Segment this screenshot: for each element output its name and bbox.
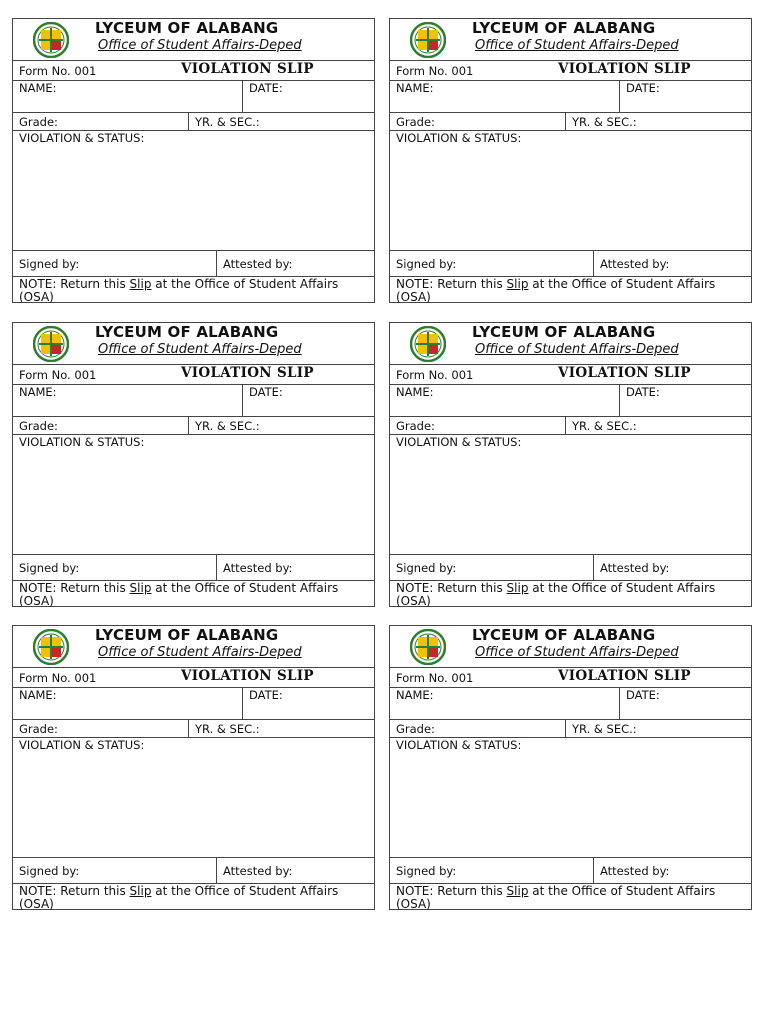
note-row bbox=[390, 581, 751, 608]
signature-row bbox=[13, 858, 374, 884]
school-name: LYCEUM OF ALABANG bbox=[95, 323, 279, 341]
yr-sec-label: YR. & SEC.: bbox=[195, 722, 260, 736]
signature-row bbox=[13, 251, 374, 277]
school-seal-icon bbox=[33, 22, 69, 58]
note-text bbox=[396, 278, 741, 304]
divider bbox=[565, 113, 566, 130]
note-slip-word: Slip bbox=[506, 581, 529, 595]
school-seal-icon bbox=[410, 629, 446, 665]
violation-slip bbox=[389, 322, 752, 607]
school-name: LYCEUM OF ALABANG bbox=[472, 323, 656, 341]
signed-label: Signed by: bbox=[19, 257, 80, 271]
form-row bbox=[13, 60, 374, 81]
signed-label: Signed by: bbox=[19, 561, 80, 575]
grade-row bbox=[390, 417, 751, 435]
violation-label: VIOLATION & STATUS: bbox=[396, 131, 522, 145]
divider bbox=[242, 81, 243, 112]
form-number: Form No. 001 bbox=[19, 368, 97, 382]
signed-label: Signed by: bbox=[396, 257, 457, 271]
note-suffix: at the Office of Student Affairs (OSA) bbox=[396, 277, 716, 304]
form-row bbox=[390, 667, 751, 688]
note-row bbox=[390, 277, 751, 304]
yr-sec-label: YR. & SEC.: bbox=[572, 722, 637, 736]
name-date-row bbox=[13, 385, 374, 417]
grade-label: Grade: bbox=[396, 419, 435, 433]
violation-slip bbox=[389, 18, 752, 303]
note-text bbox=[19, 582, 364, 608]
note-suffix: at the Office of Student Affairs (OSA) bbox=[19, 277, 339, 304]
school-name: LYCEUM OF ALABANG bbox=[472, 626, 656, 644]
form-number: Form No. 001 bbox=[396, 64, 474, 78]
note-text bbox=[396, 582, 741, 608]
signature-row bbox=[390, 251, 751, 277]
signed-label: Signed by: bbox=[19, 864, 80, 878]
note-prefix: NOTE: Return this bbox=[396, 884, 507, 898]
slip-header bbox=[13, 19, 374, 61]
office-name: Office of Student Affairs-Deped bbox=[475, 38, 679, 53]
form-number: Form No. 001 bbox=[396, 671, 474, 685]
note-suffix: at the Office of Student Affairs (OSA) bbox=[19, 884, 339, 911]
divider bbox=[216, 555, 217, 580]
divider bbox=[565, 720, 566, 737]
note-suffix: at the Office of Student Affairs (OSA) bbox=[396, 884, 716, 911]
attested-label: Attested by: bbox=[223, 864, 293, 878]
grade-label: Grade: bbox=[19, 419, 58, 433]
slip-title: VIOLATION SLIP bbox=[181, 365, 314, 381]
school-seal-icon bbox=[410, 22, 446, 58]
signature-row bbox=[390, 858, 751, 884]
violation-row bbox=[13, 131, 374, 251]
date-label: DATE: bbox=[249, 81, 283, 95]
note-slip-word: Slip bbox=[506, 884, 529, 898]
name-date-row bbox=[390, 81, 751, 113]
violation-label: VIOLATION & STATUS: bbox=[396, 435, 522, 449]
divider bbox=[593, 251, 594, 276]
yr-sec-label: YR. & SEC.: bbox=[572, 115, 637, 129]
slip-header bbox=[390, 19, 751, 61]
form-row bbox=[390, 364, 751, 385]
date-label: DATE: bbox=[626, 385, 660, 399]
slip-header bbox=[390, 323, 751, 365]
name-label: NAME: bbox=[19, 81, 57, 95]
yr-sec-label: YR. & SEC.: bbox=[195, 419, 260, 433]
grade-label: Grade: bbox=[396, 722, 435, 736]
name-date-row bbox=[13, 81, 374, 113]
slip-title: VIOLATION SLIP bbox=[558, 61, 691, 77]
attested-label: Attested by: bbox=[600, 257, 670, 271]
violation-row bbox=[390, 435, 751, 555]
yr-sec-label: YR. & SEC.: bbox=[195, 115, 260, 129]
note-slip-word: Slip bbox=[129, 277, 152, 291]
grade-row bbox=[13, 417, 374, 435]
signed-label: Signed by: bbox=[396, 561, 457, 575]
office-name: Office of Student Affairs-Deped bbox=[475, 645, 679, 660]
grade-label: Grade: bbox=[396, 115, 435, 129]
signed-label: Signed by: bbox=[396, 864, 457, 878]
note-prefix: NOTE: Return this bbox=[19, 884, 130, 898]
slip-title: VIOLATION SLIP bbox=[181, 668, 314, 684]
grade-row bbox=[390, 113, 751, 131]
slip-title: VIOLATION SLIP bbox=[558, 668, 691, 684]
violation-slip bbox=[12, 625, 375, 910]
divider bbox=[593, 555, 594, 580]
note-prefix: NOTE: Return this bbox=[19, 581, 130, 595]
name-label: NAME: bbox=[19, 385, 57, 399]
name-label: NAME: bbox=[396, 385, 434, 399]
divider bbox=[565, 417, 566, 434]
attested-label: Attested by: bbox=[223, 561, 293, 575]
date-label: DATE: bbox=[626, 81, 660, 95]
slip-title: VIOLATION SLIP bbox=[181, 61, 314, 77]
school-seal-icon bbox=[33, 326, 69, 362]
note-suffix: at the Office of Student Affairs (OSA) bbox=[396, 581, 716, 608]
note-slip-word: Slip bbox=[129, 884, 152, 898]
office-name: Office of Student Affairs-Deped bbox=[98, 342, 302, 357]
note-slip-word: Slip bbox=[506, 277, 529, 291]
grade-row bbox=[13, 720, 374, 738]
name-label: NAME: bbox=[19, 688, 57, 702]
note-prefix: NOTE: Return this bbox=[19, 277, 130, 291]
school-name: LYCEUM OF ALABANG bbox=[95, 19, 279, 37]
note-row bbox=[13, 277, 374, 304]
form-row bbox=[390, 60, 751, 81]
school-name: LYCEUM OF ALABANG bbox=[472, 19, 656, 37]
violation-row bbox=[13, 435, 374, 555]
note-text bbox=[396, 885, 741, 911]
grade-label: Grade: bbox=[19, 722, 58, 736]
name-date-row bbox=[390, 385, 751, 417]
violation-label: VIOLATION & STATUS: bbox=[19, 131, 145, 145]
grade-row bbox=[13, 113, 374, 131]
violation-label: VIOLATION & STATUS: bbox=[19, 738, 145, 752]
violation-label: VIOLATION & STATUS: bbox=[396, 738, 522, 752]
note-suffix: at the Office of Student Affairs (OSA) bbox=[19, 581, 339, 608]
signature-row bbox=[13, 555, 374, 581]
note-prefix: NOTE: Return this bbox=[396, 581, 507, 595]
yr-sec-label: YR. & SEC.: bbox=[572, 419, 637, 433]
slip-header bbox=[13, 323, 374, 365]
name-label: NAME: bbox=[396, 81, 434, 95]
divider bbox=[188, 113, 189, 130]
attested-label: Attested by: bbox=[600, 561, 670, 575]
grade-row bbox=[390, 720, 751, 738]
divider bbox=[619, 81, 620, 112]
form-row bbox=[13, 667, 374, 688]
note-row bbox=[390, 884, 751, 911]
school-seal-icon bbox=[33, 629, 69, 665]
violation-row bbox=[390, 131, 751, 251]
violation-slip bbox=[389, 625, 752, 910]
note-row bbox=[13, 884, 374, 911]
divider bbox=[216, 858, 217, 883]
attested-label: Attested by: bbox=[223, 257, 293, 271]
divider bbox=[619, 385, 620, 416]
violation-slip bbox=[12, 18, 375, 303]
violation-row bbox=[390, 738, 751, 858]
divider bbox=[619, 688, 620, 719]
office-name: Office of Student Affairs-Deped bbox=[98, 38, 302, 53]
name-date-row bbox=[390, 688, 751, 720]
date-label: DATE: bbox=[626, 688, 660, 702]
date-label: DATE: bbox=[249, 385, 283, 399]
form-number: Form No. 001 bbox=[396, 368, 474, 382]
grade-label: Grade: bbox=[19, 115, 58, 129]
signature-row bbox=[390, 555, 751, 581]
divider bbox=[188, 720, 189, 737]
office-name: Office of Student Affairs-Deped bbox=[98, 645, 302, 660]
office-name: Office of Student Affairs-Deped bbox=[475, 342, 679, 357]
divider bbox=[242, 385, 243, 416]
divider bbox=[593, 858, 594, 883]
form-number: Form No. 001 bbox=[19, 671, 97, 685]
name-date-row bbox=[13, 688, 374, 720]
divider bbox=[216, 251, 217, 276]
form-row bbox=[13, 364, 374, 385]
note-text bbox=[19, 885, 364, 911]
slip-header bbox=[13, 626, 374, 668]
note-slip-word: Slip bbox=[129, 581, 152, 595]
school-name: LYCEUM OF ALABANG bbox=[95, 626, 279, 644]
slip-header bbox=[390, 626, 751, 668]
divider bbox=[242, 688, 243, 719]
form-number: Form No. 001 bbox=[19, 64, 97, 78]
note-row bbox=[13, 581, 374, 608]
attested-label: Attested by: bbox=[600, 864, 670, 878]
slip-title: VIOLATION SLIP bbox=[558, 365, 691, 381]
date-label: DATE: bbox=[249, 688, 283, 702]
violation-row bbox=[13, 738, 374, 858]
divider bbox=[188, 417, 189, 434]
note-text bbox=[19, 278, 364, 304]
name-label: NAME: bbox=[396, 688, 434, 702]
violation-slip bbox=[12, 322, 375, 607]
school-seal-icon bbox=[410, 326, 446, 362]
violation-label: VIOLATION & STATUS: bbox=[19, 435, 145, 449]
note-prefix: NOTE: Return this bbox=[396, 277, 507, 291]
